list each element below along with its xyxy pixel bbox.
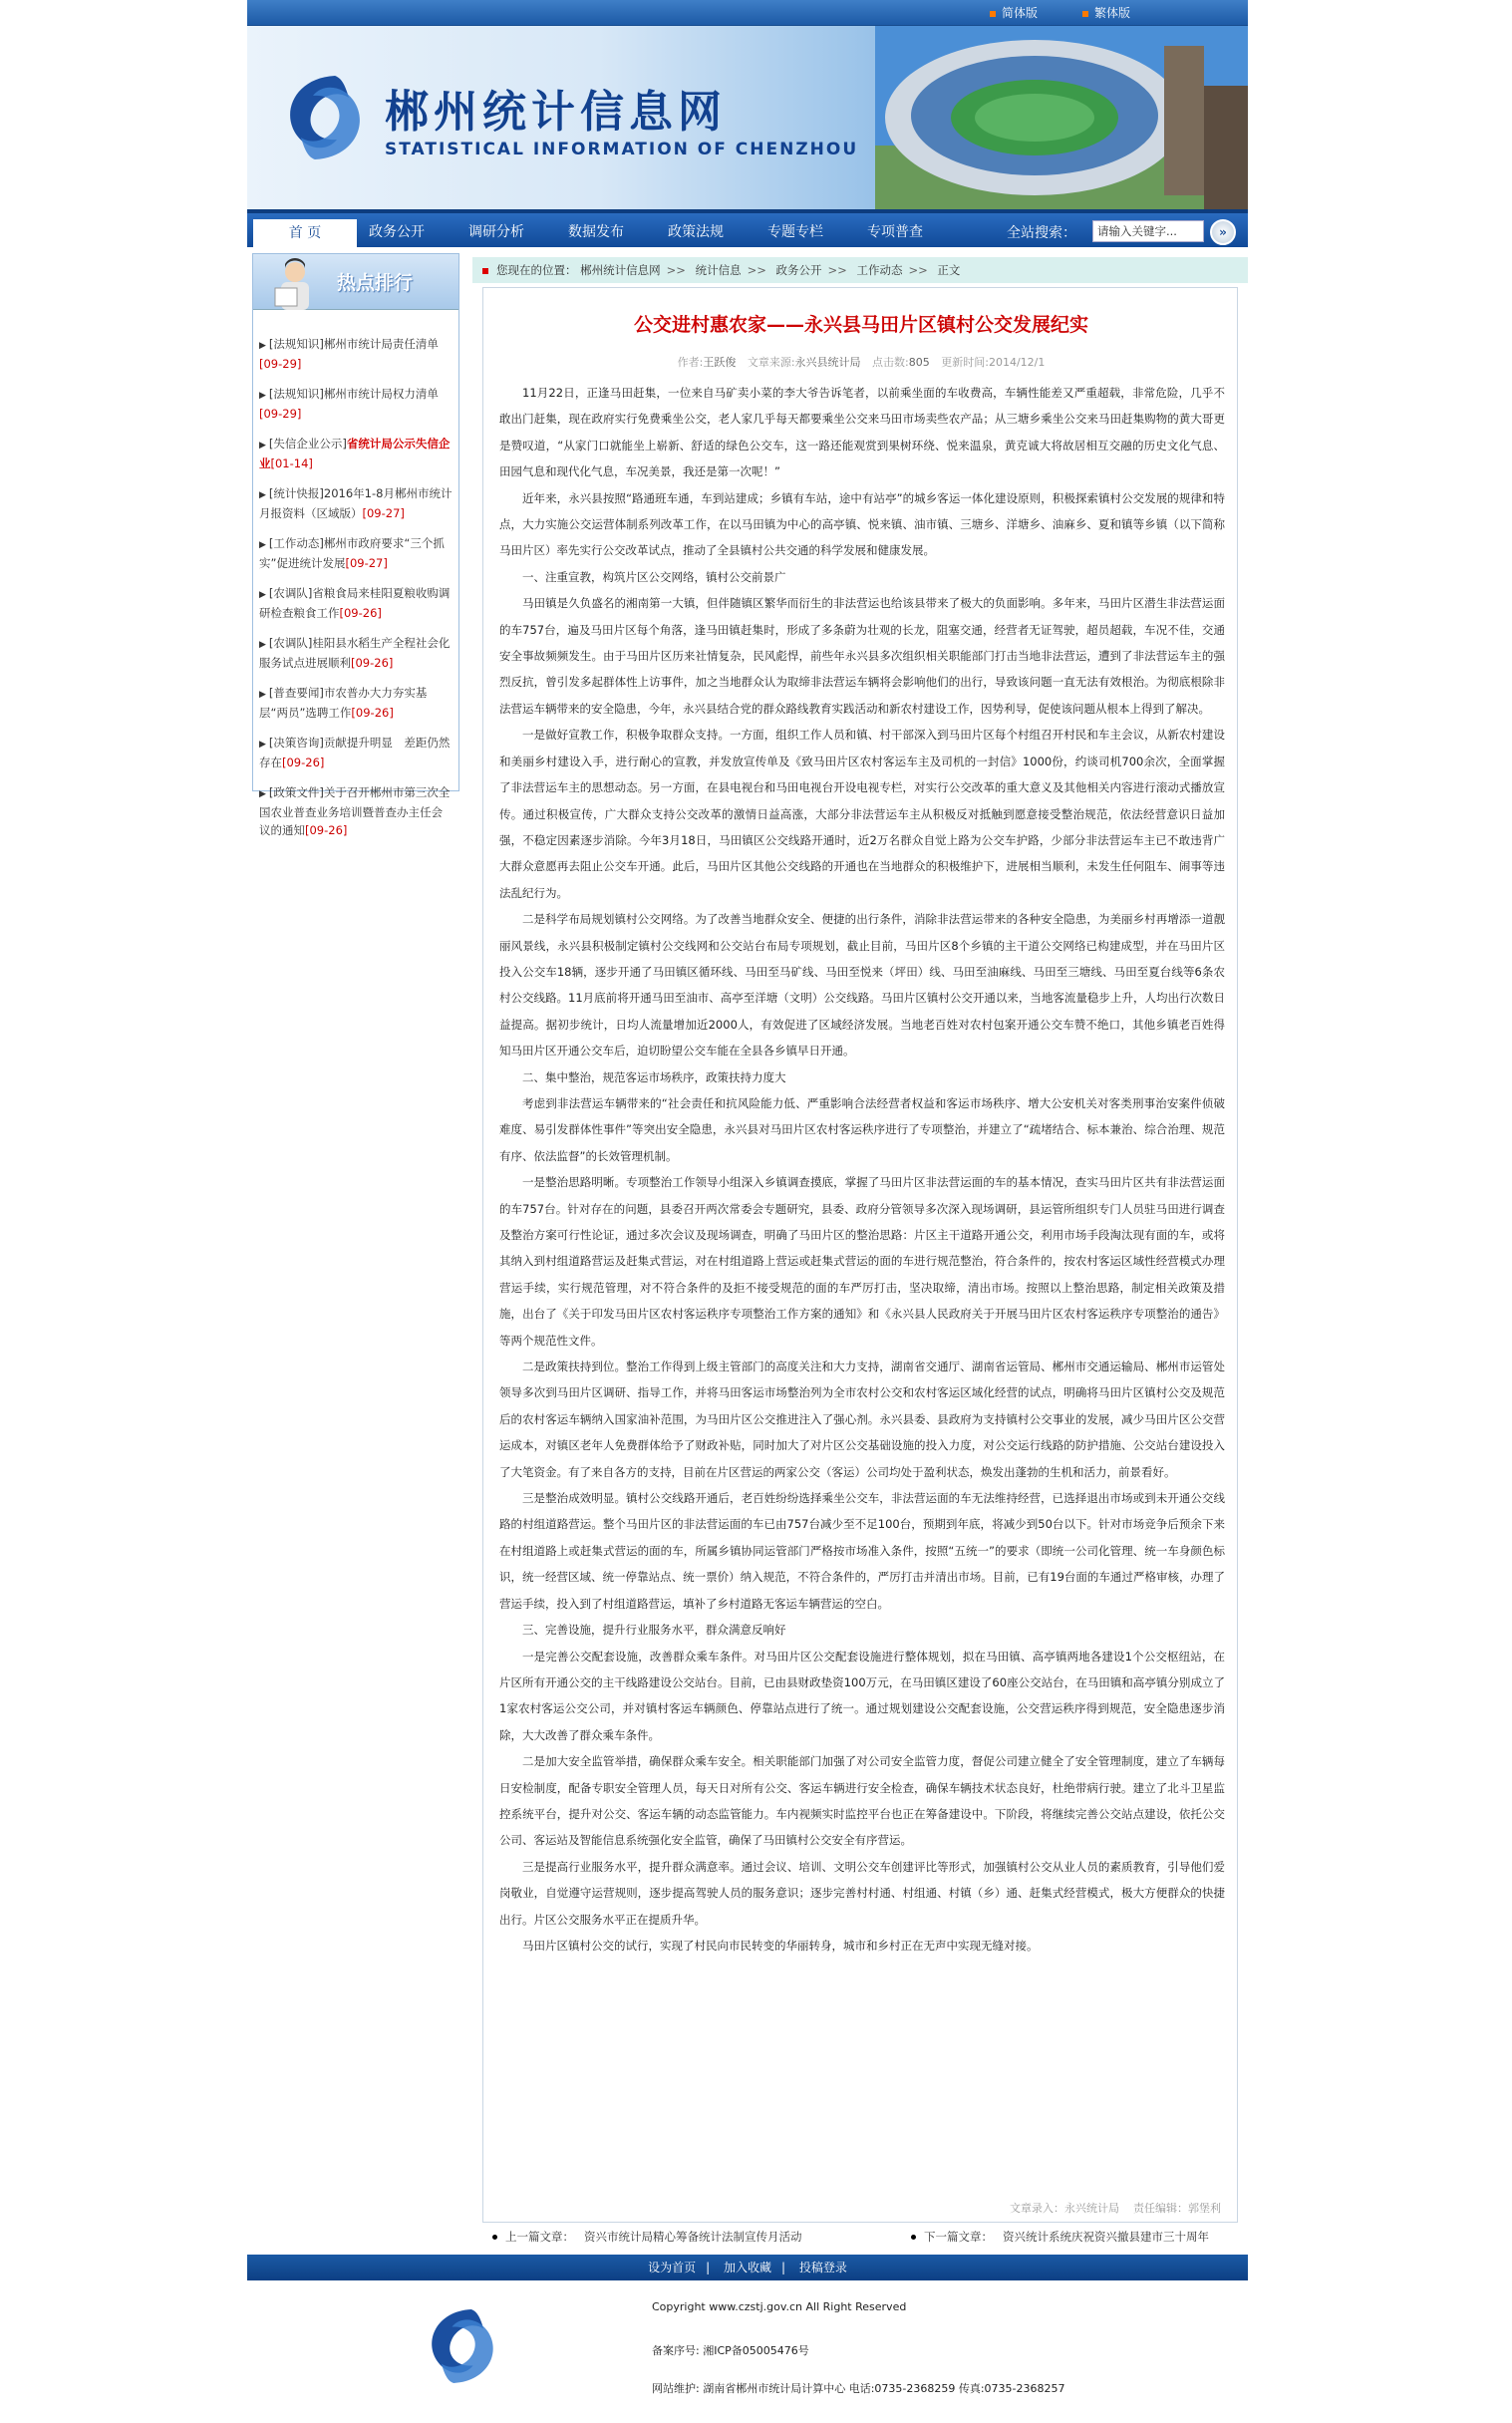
maintainer-info: 网站维护: 湖南省郴州市统计局计算中心 电话:0735-2368259 传真:0735-2368257 <box>652 2382 1065 2395</box>
lang-traditional-label: 繁体版 <box>1094 6 1131 20</box>
arrow-icon: ▶ <box>259 690 266 700</box>
article-paragraph: 二、集中整治，规范客运市场秩序，政策扶持力度大 <box>522 1069 786 1084</box>
sidebar-item-text: [失信企业公示] <box>268 437 347 451</box>
page-wrapper <box>247 0 1248 2423</box>
lang-simplified-link[interactable] <box>990 4 1038 21</box>
breadcrumb-current: 正文 <box>937 263 961 277</box>
sidebar-item-date: [09-27] <box>362 506 405 520</box>
site-logo-icon <box>275 68 375 167</box>
prev-title: 资兴市统计局精心筹备统计法制宣传月活动 <box>584 2230 802 2244</box>
nav-item-gov-affairs[interactable]: 政务公开 <box>369 224 425 240</box>
arrow-icon: ▶ <box>259 341 266 351</box>
stadium-image <box>875 26 1248 209</box>
lang-simplified-label: 简体版 <box>1002 6 1039 20</box>
sidebar-item-text: [政策文件]关于召开郴州市第三次全国农业普查业务培训暨普查办主任会议的通知 <box>259 785 451 837</box>
arrow-icon: ▶ <box>259 391 266 401</box>
sidebar-item-date: [09-27] <box>345 556 388 570</box>
article-title: 公交进村惠农家——永兴县马田片区镇村公交发展纪实 <box>633 314 1088 336</box>
footer-sep: | <box>781 2261 786 2274</box>
article-paragraph: 二是加大安全监管举措，确保群众乘车安全。相关职能部门加强了对公司安全监管力度，督促公司建立健全了安全管理制度，建立了车辆每日安检制度，配备专职安全管理人员，每天日对所有公交、客运车辆进行安全检查，确保车辆技术状态良好，杜绝带病行驶。建立了北斗卫星监控系统平台，提升对公交、客运车辆的动态监管能力。车内视频实时监控平台也正在筹备建设中。下阶段，将继续完善公交站点建设，依托公交公司、客运站及智能信息系统强化安全监管，确保了马田镇村公交安全有序营运。 <box>499 1754 1225 1848</box>
nav-item-policy[interactable]: 政策法规 <box>668 224 724 240</box>
breadcrumb-sep: >> <box>666 263 686 277</box>
sidebar-item[interactable] <box>253 483 458 522</box>
bullet-icon <box>492 2235 497 2240</box>
arrow-icon: ▶ <box>259 490 266 500</box>
bullet-icon <box>911 2235 916 2240</box>
breadcrumb-gov-affairs[interactable]: 政务公开 <box>775 263 822 277</box>
next-title: 资兴统计系统庆祝资兴撤县建市三十周年 <box>1003 2230 1209 2244</box>
sidebar-item-date: [09-26] <box>351 706 394 720</box>
site-title: 郴州统计信息网 <box>385 87 727 138</box>
sidebar-list <box>253 334 458 850</box>
sidebar-title: 热点排行 <box>337 272 414 294</box>
add-favorite-link[interactable]: 加入收藏 <box>723 2261 771 2274</box>
article-paragraph: 一是做好宣教工作，积极争取群众支持。一方面，组织工作人员和镇、村干部深入到马田片区每个村组召开村民和车主会议，从新农村建设和美丽乡村建设入手，进行耐心的宣教，并发放宣传单及《致马田片区农村客运车主及司机的一封信》1000份，约谈司机700余次，全面掌握了非法营运车主的思想动态。另一方面，在县电视台和马田电视台开设电视专栏，对实行公交改革的重大意义及其他相关内容进行滚动式播放宣传。通过积极宣传，广大群众支持公交改革的激情日益高涨，大部分非法营运车主从积极反对抵触到愿意接受整治规范，依法经营意识日益加强，不稳定因素逐步消除。今年3月18日，马田镇区公交线路开通时，近2万名群众自觉上路为公交车护路，少部分非法营运车主已不敢违背广大群众意愿再去阻止公交车开通。此后，马田片区其他公交线路的开通也在当地群众的积极维护下，进展相当顺利，未发生任何阻车、闹事等违法乱纪行为。 <box>499 728 1225 900</box>
footer-sep: | <box>706 2261 711 2274</box>
breadcrumb-prefix: 您现在的位置： <box>496 263 577 277</box>
next-article-link[interactable] <box>911 2225 1209 2249</box>
arrow-icon: ▶ <box>259 540 266 550</box>
author: 王跃俊 <box>703 356 737 369</box>
sidebar-item[interactable] <box>253 583 458 622</box>
prev-next-nav <box>492 2225 1242 2249</box>
article-paragraph: 二是政策扶持到位。整治工作得到上级主管部门的高度关注和大力支持，湖南省交通厅、湖南省运管局、郴州市交通运输局、郴州市运管处领导多次到马田片区调研、指导工作，并将马田客运市场整治列为全市农村公交和农村客运区域化经营的试点，明确将马田片区镇村公交及规范后的农村客运车辆纳入国家油补范围，为马田片区公交推进注入了强心剂。永兴县委、县政府为支持镇村公交事业的发展，减少马田片区公交营运成本，对镇区老年人免费群体给予了财政补贴，同时加大了对片区公交基础设施的投入力度，对公交运行线路的防护措施、公交站台建设投入了大笔资金。有了来自各方的支持，目前在片区营运的两家公交（客运）公司均处于盈利状态，焕发出蓬勃的生机和活力，前景看好。 <box>499 1360 1225 1479</box>
updated-label: 更新时间: <box>941 356 989 369</box>
sidebar-item-text: [普查要闻]市农普办大力夯实基层“两员”选聘工作 <box>259 686 428 720</box>
top-bar <box>247 0 1248 26</box>
prev-label: 上一篇文章： <box>505 2230 574 2244</box>
breadcrumb <box>472 257 1248 283</box>
article-footer-meta <box>483 2200 1221 2216</box>
arrow-icon: ▶ <box>259 740 266 750</box>
sidebar-item-date: [01-14] <box>270 456 313 470</box>
sidebar-item-date: [09-29] <box>259 407 302 421</box>
entry-label: 文章录入： <box>1010 2202 1064 2215</box>
lang-traditional-link[interactable] <box>1082 4 1130 21</box>
footer-logo-icon <box>419 2302 506 2390</box>
icp-record: 备案序号: 湘ICP备05005476号 <box>652 2344 809 2357</box>
submit-login-link[interactable]: 投稿登录 <box>798 2261 847 2274</box>
sidebar-item[interactable] <box>253 633 458 672</box>
arrow-icon: ▶ <box>259 789 266 799</box>
sidebar-item[interactable] <box>253 384 458 423</box>
site-subtitle: STATISTICAL INFORMATION OF CHENZHOU <box>385 140 859 159</box>
sidebar-item-date: [09-29] <box>259 357 302 371</box>
sidebar-item-text: [决策咨询]贡献提升明显 差距仍然存在 <box>259 736 451 769</box>
sidebar-item-date: [09-26] <box>282 756 325 769</box>
sidebar-item-highlight: 省统计局公示失信企业 <box>259 437 451 470</box>
arrow-icon: ▶ <box>259 640 266 650</box>
sidebar-item[interactable] <box>253 434 458 472</box>
nav-home[interactable]: 首 页 <box>253 219 357 247</box>
prev-article-link[interactable] <box>492 2225 802 2249</box>
sidebar-item-date: [09-26] <box>351 656 394 670</box>
search-input[interactable] <box>1092 220 1204 242</box>
sidebar-item[interactable] <box>253 733 458 771</box>
search-label: 全站搜索： <box>1007 225 1076 241</box>
article-body <box>499 380 1225 1959</box>
article-paragraph: 11月22日，正逢马田赶集，一位来自马矿卖小菜的李大爷告诉笔者，以前乘坐面的车收费高，车辆性能差又严重超载，非常危险，几乎不敢出门赶集，现在政府实行免费乘坐公交，老人家几乎每天都要乘坐公交来马田市场卖些农产品；从三塘乡乘坐公交来马田赶集购物的黄大哥更是赞叹道，“从家门口就能坐上崭新、舒适的绿色公交车，这一路还能观赏到果树环绕、悦来温泉，黄克诚大将故居相互交融的历史文化气息、田园气息和现代化气息，车况美景，我还是第一次呢！” <box>499 386 1225 479</box>
sidebar-item[interactable] <box>253 533 458 572</box>
entry: 永兴统计局 <box>1064 2202 1119 2215</box>
arrow-icon: ▶ <box>259 590 266 600</box>
sidebar-item-text: [工作动态]郴州市政府要求“三个抓实”促进统计发展 <box>259 536 445 570</box>
article-paragraph: 马田镇是久负盛名的湘南第一大镇，但伴随镇区繁华而衍生的非法营运也给该县带来了极大的负面影响。多年来，马田片区潜生非法营运面的车757台，遍及马田片区每个角落，逢马田镇赶集时，形成了多条蔚为壮观的长龙，阻塞交通，经营者无证驾驶，超员超载，车况不佳，交通安全事故频频发生。由于马田片区历来社情复杂，民风彪悍，前些年永兴县多次组织相关职能部门打击当地非法营运，遭到了非法营运车主的强烈反抗，曾引发多起群体性上访事件，加之当地群众认为取缔非法营运车辆将会影响他们的出行，导致该问题一直无法有效根治。为彻底根除非法营运车辆带来的安全隐患，今年，永兴县结合党的群众路线教育实践活动和新农村建设工作，因势利导，促使该问题从根本上得到了解决。 <box>499 596 1225 716</box>
breadcrumb-sep: >> <box>827 263 847 277</box>
article-paragraph: 二是科学布局规划镇村公交网络。为了改善当地群众安全、便捷的出行条件，消除非法营运带来的各种安全隐患，为美丽乡村再增添一道靓丽风景线，永兴县积极制定镇村公交线网和公交站台布局专项规划，截止目前，马田片区8个乡镇的主干道公交网络已构建成型，并在马田片区投入公交车18辆，逐步开通了马田镇区循环线、马田至马矿线、马田至悦来（坪田）线、马田至油麻线、马田至三塘线、马田至夏台线等6条农村公交线路。11月底前将开通马田至油市、高亭至洋塘（文明）公交线路。马田片区镇村公交开通以来，当地客流量稳步上升，人均出行次数日益提高。据初步统计，日均人流量增加近2000人，有效促进了区域经济发展。当地老百姓对农村包案开通公交车赞不绝口，其他乡镇老百姓得知马田片区开通公交车后，迫切盼望公交车能在全县各乡镇早日开通。 <box>499 912 1225 1059</box>
nav-item-data-release[interactable]: 数据发布 <box>568 224 624 240</box>
nav-item-census[interactable]: 专项普查 <box>867 224 923 240</box>
reader-icon <box>265 254 325 310</box>
article-paragraph: 马田片区镇村公交的试行，实现了村民向市民转变的华丽转身，城市和乡村正在无声中实现无缝对接。 <box>522 1938 1039 1953</box>
hits-label: 点击数: <box>872 356 909 369</box>
article-panel <box>482 287 1238 2223</box>
article-paragraph: 一是完善公交配套设施，改善群众乘车条件。对马田片区公交配套设施进行整体规划，拟在马田镇、高亭镇两地各建设1个公交枢纽站，在片区所有开通公交的主干线路建设公交站台。目前，已由县财政垫资100万元，在马田镇区建设了60座公交站台，在马田镇和高亭镇分别成立了1家农村客运公交公司，并对镇村客运车辆颜色、停靠站点进行了统一。通过规划建设公交配套设施，公交营运秩序得到规范，安全隐患逐步消除，大大改善了群众乘车条件。 <box>499 1649 1225 1742</box>
sidebar-item[interactable] <box>253 683 458 722</box>
sidebar-item-text: [统计快报]2016年1-8月郴州市统计月报资料（区域版） <box>259 486 453 520</box>
nav-item-research[interactable]: 调研分析 <box>468 224 524 240</box>
breadcrumb-work-news[interactable]: 工作动态 <box>856 263 903 277</box>
header-banner <box>247 26 1248 209</box>
article-meta <box>483 354 1239 370</box>
footer-nav <box>247 2255 1248 2280</box>
bullet-icon <box>990 11 996 17</box>
sidebar-hot-ranking <box>252 253 459 837</box>
sidebar-item-text: [法规知识]郴州市统计局权力清单 <box>268 387 439 401</box>
editor-label: 责任编辑： <box>1133 2202 1188 2215</box>
article-paragraph: 一是整治思路明晰。专项整治工作领导小组深入乡镇调查摸底，掌握了马田片区非法营运面的车的基本情况，查实马田片区共有非法营运面的车757台。针对存在的问题，县委召开两次常委会专题研究，县委、政府分管领导多次深入现场调研，县运管所组织专门人员驻马田进行调查及整治方案可行性论证，通过多次会议及现场调查，明确了马田片区的整治思路：片区主干道路开通公交，利用市场手段淘汰现有面的车，或将其纳入到村组道路营运及赶集式营运，对在村组道路上营运或赶集式营运的面的车进行规范整治，符合条件的，按农村客运区域性经营模式办理营运手续，实行规范管理，对不符合条件的及拒不接受规范的面的车严厉打击，坚决取缔，清出市场。按照以上整治思路，制定相关政策及措施，出台了《关于印发马田片区农村客运秩序专项整治工作方案的通知》和《永兴县人民政府关于开展马田片区农村客运秩序专项整治的通告》等两个规范性文件。 <box>499 1175 1225 1348</box>
article-paragraph: 三是提高行业服务水平，提升群众满意率。通过会议、培训、文明公交车创建评比等形式，加强镇村公交从业人员的素质教育，引导他们爱岗敬业，自觉遵守运营规则，逐步提高驾驶人员的服务意识；逐步完善村村通、村组通、村镇（乡）通、赶集式经营模式，极大方便群众的快捷出行。片区公交服务水平正在提质升华。 <box>499 1859 1225 1927</box>
breadcrumb-sep: >> <box>747 263 766 277</box>
updated: 2014/12/1 <box>988 356 1046 369</box>
article-paragraph: 三、完善设施，提升行业服务水平，群众满意反响好 <box>522 1623 786 1638</box>
sidebar-item[interactable] <box>253 782 458 839</box>
article-paragraph: 近年来，永兴县按照“路通班车通，车到站建成；乡镇有车站，途中有站亭”的城乡客运一体化建设原则，积极探索镇村公交发展的规律和特点，大力实施公交运营体制系列改革工作，在以马田镇为中心的高亭镇、悦来镇、油市镇、三塘乡、洋塘乡、油麻乡、夏和镇等乡镇（以下简称马田片区）率先实行公交改革试点，推动了全县镇村公共交通的科学发展和健康发展。 <box>499 490 1225 558</box>
search-icon: » <box>1219 225 1227 239</box>
article-paragraph: 考虑到非法营运车辆带来的“社会责任和抗风险能力低、严重影响合法经营者权益和客运市场秩序、增大公安机关对客类刑事治安案件侦破难度、易引发群体性事件”等突出安全隐患，永兴县对马田片区农村客运秩序进行了专项整治，并建立了“疏堵结合、标本兼治、综合治理、规范有序、依法监督”的长效管理机制。 <box>499 1095 1225 1163</box>
source: 永兴县统计局 <box>794 356 861 369</box>
search-button[interactable] <box>1210 219 1236 245</box>
arrow-icon: ▶ <box>259 441 266 451</box>
footer-info <box>247 2280 1248 2423</box>
sidebar-item[interactable] <box>253 334 458 373</box>
sidebar-item-date: [09-26] <box>305 823 348 837</box>
editor: 郭堡利 <box>1188 2202 1221 2215</box>
nav-item-topics[interactable]: 专题专栏 <box>767 224 823 240</box>
sidebar-header <box>253 254 458 310</box>
copyright: Copyright www.czstj.gov.cn All Right Reserved <box>652 2300 907 2313</box>
sidebar-item-text: [农调队]省粮食局来桂阳夏粮收购调研检查粮食工作 <box>259 586 451 620</box>
set-homepage-link[interactable]: 设为首页 <box>648 2261 697 2274</box>
sidebar-item-text: [农调队]桂阳县水稻生产全程社会化服务试点进展顺利 <box>259 636 451 670</box>
hits: 805 <box>908 356 930 369</box>
source-label: 文章来源: <box>747 356 795 369</box>
breadcrumb-stat-info[interactable]: 统计信息 <box>695 263 742 277</box>
location-icon <box>482 268 488 274</box>
author-label: 作者: <box>677 356 704 369</box>
sidebar-item-date: [09-26] <box>339 606 382 620</box>
breadcrumb-home[interactable]: 郴州统计信息网 <box>580 263 661 277</box>
article-paragraph: 三是整治成效明显。镇村公交线路开通后，老百姓纷纷选择乘坐公交车，非法营运面的车无法维持经营，已选择退出市场或到未开通公交线路的村组道路营运。整个马田片区的非法营运面的车已由757台减少至不足100台，预期到年底，将减少到50台以下。针对市场竞争后预余下来在村组道路上或赶集式营运的面的车，所属乡镇协同运管部门严格按市场准入条件，按照“五统一”的要求（即统一公司化管理、统一车身颜色标识，统一经营区域、统一停靠站点、统一票价）纳入规范，不符合条件的，严厉打击并清出市场。目前，已有19台面的车通过严格审核，办理了营运手续，投入到了村组道路营运，填补了乡村道路无客运车辆营运的空白。 <box>499 1491 1225 1611</box>
article-paragraph: 一、注重宣教，构筑片区公交网络，镇村公交前景广 <box>522 569 786 584</box>
next-label: 下一篇文章： <box>924 2230 993 2244</box>
sidebar-item-text: [法规知识]郴州市统计局责任清单 <box>268 337 439 351</box>
breadcrumb-sep: >> <box>908 263 928 277</box>
main-nav <box>247 209 1248 247</box>
bullet-icon <box>1082 11 1088 17</box>
